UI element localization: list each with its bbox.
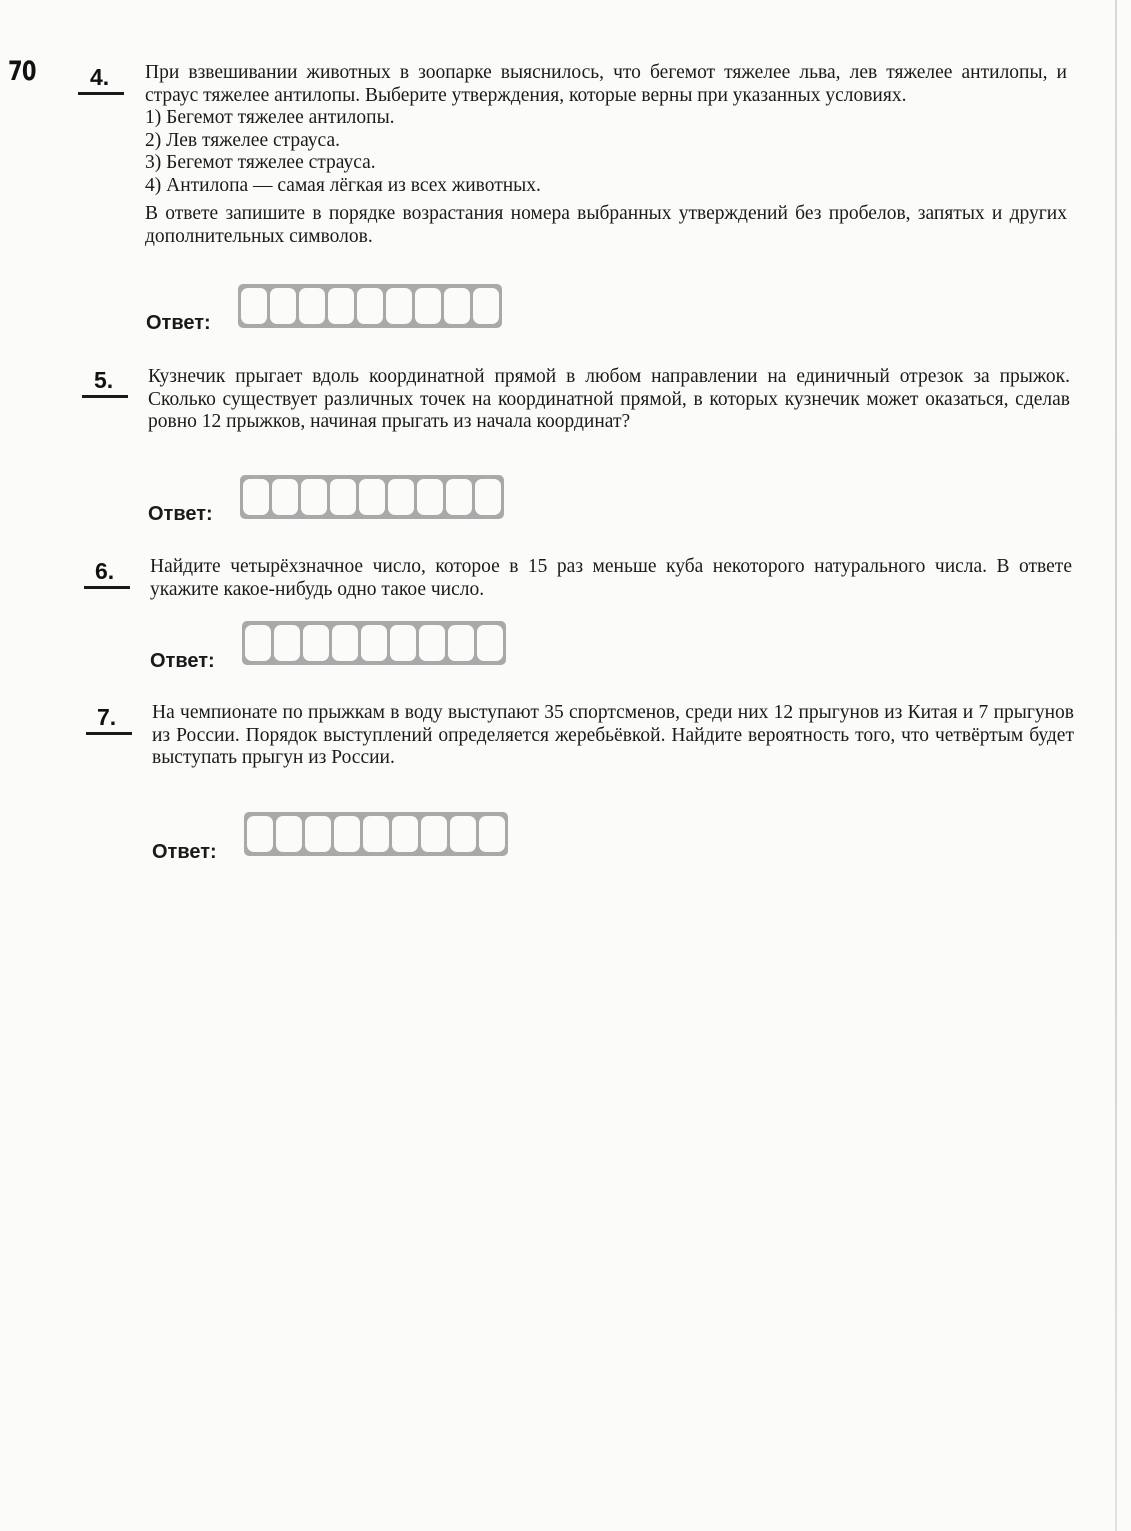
answer-cell[interactable]	[247, 816, 273, 852]
answer-box[interactable]	[244, 812, 508, 856]
task-statement: При взвешивании животных в зоопарке выяснилось, что бегемот тяжелее льва, лев тяжелее антилопы, и страус тяжелее антилопы. Выберите утверждения, которые верны при указанных условиях.	[145, 62, 1067, 106]
answer-cell[interactable]	[299, 288, 325, 324]
option-item: 2) Лев тяжелее страуса.	[145, 129, 340, 151]
task-number: 7.	[97, 704, 117, 730]
task-text	[145, 62, 1067, 248]
answer-cell[interactable]	[332, 625, 358, 661]
answer-cell[interactable]	[276, 816, 302, 852]
answer-cell[interactable]	[419, 625, 445, 661]
answer-cell[interactable]	[479, 816, 505, 852]
task-number-underline	[86, 732, 132, 735]
task-statement: Найдите четырёхзначное число, которое в 15 раз меньше куба некоторого натурального числа. В ответе укажите какое-нибудь одно такое число.	[150, 556, 1072, 600]
answer-box[interactable]	[242, 621, 506, 665]
answer-label: Ответ:	[150, 650, 215, 672]
task-text	[150, 556, 1072, 601]
answer-cell[interactable]	[243, 479, 269, 515]
answer-cell[interactable]	[361, 625, 387, 661]
answer-label: Ответ:	[148, 503, 213, 525]
answer-label: Ответ:	[146, 312, 211, 334]
answer-cell[interactable]	[272, 479, 298, 515]
scan-edge	[1115, 0, 1117, 1531]
task-number: 5.	[94, 367, 114, 393]
answer-cell[interactable]	[386, 288, 412, 324]
answer-cell[interactable]	[301, 479, 327, 515]
answer-cell[interactable]	[417, 479, 443, 515]
answer-cell[interactable]	[363, 816, 389, 852]
page-number: 70	[8, 56, 36, 87]
answer-cell[interactable]	[334, 816, 360, 852]
answer-cell[interactable]	[357, 288, 383, 324]
answer-cell[interactable]	[421, 816, 447, 852]
answer-cell[interactable]	[328, 288, 354, 324]
answer-cell[interactable]	[303, 625, 329, 661]
task-text	[152, 702, 1074, 770]
answer-cell[interactable]	[415, 288, 441, 324]
options-list	[145, 107, 1067, 197]
task-number-underline	[84, 586, 130, 589]
answer-cell[interactable]	[245, 625, 271, 661]
task-text	[148, 366, 1070, 434]
task-number: 4.	[90, 64, 110, 90]
task-number: 6.	[95, 558, 115, 584]
answer-cell[interactable]	[450, 816, 476, 852]
task-number-underline	[78, 92, 124, 95]
task-statement: Кузнечик прыгает вдоль координатной прямой в любом направлении на единичный отрезок за прыжок. Сколько существует различных точек на координатной прямой, в которых кузнечик может оказаться, сделав ровно 12 прыжков, начиная прыгать из начала координат?	[148, 366, 1070, 432]
answer-cell[interactable]	[475, 479, 501, 515]
answer-cell[interactable]	[388, 479, 414, 515]
task-statement: На чемпионате по прыжкам в воду выступают 35 спортсменов, среди них 12 прыгунов из Китая и 7 прыгунов из России. Порядок выступлений определяется жеребьёвкой. Найдите вероятность того, что четвёртым будет выступать прыгун из России.	[152, 702, 1074, 768]
answer-cell[interactable]	[473, 288, 499, 324]
answer-cell[interactable]	[390, 625, 416, 661]
answer-cell[interactable]	[241, 288, 267, 324]
answer-cell[interactable]	[446, 479, 472, 515]
answer-cell[interactable]	[330, 479, 356, 515]
option-item: 4) Антилопа — самая лёгкая из всех животных.	[145, 174, 541, 196]
answer-cell[interactable]	[274, 625, 300, 661]
answer-box[interactable]	[240, 475, 504, 519]
answer-box[interactable]	[238, 284, 502, 328]
option-item: 1) Бегемот тяжелее антилопы.	[145, 107, 395, 128]
answer-cell[interactable]	[477, 625, 503, 661]
answer-cell[interactable]	[359, 479, 385, 515]
answer-cell[interactable]	[392, 816, 418, 852]
task-number-underline	[82, 395, 128, 398]
option-item: 3) Бегемот тяжелее страуса.	[145, 152, 376, 173]
answer-cell[interactable]	[270, 288, 296, 324]
answer-instruction: В ответе запишите в порядке возрастания номера выбранных утверждений без пробелов, запятых и других дополнительных символов.	[145, 203, 1067, 247]
answer-cell[interactable]	[444, 288, 470, 324]
answer-label: Ответ:	[152, 841, 217, 863]
answer-cell[interactable]	[305, 816, 331, 852]
answer-cell[interactable]	[448, 625, 474, 661]
